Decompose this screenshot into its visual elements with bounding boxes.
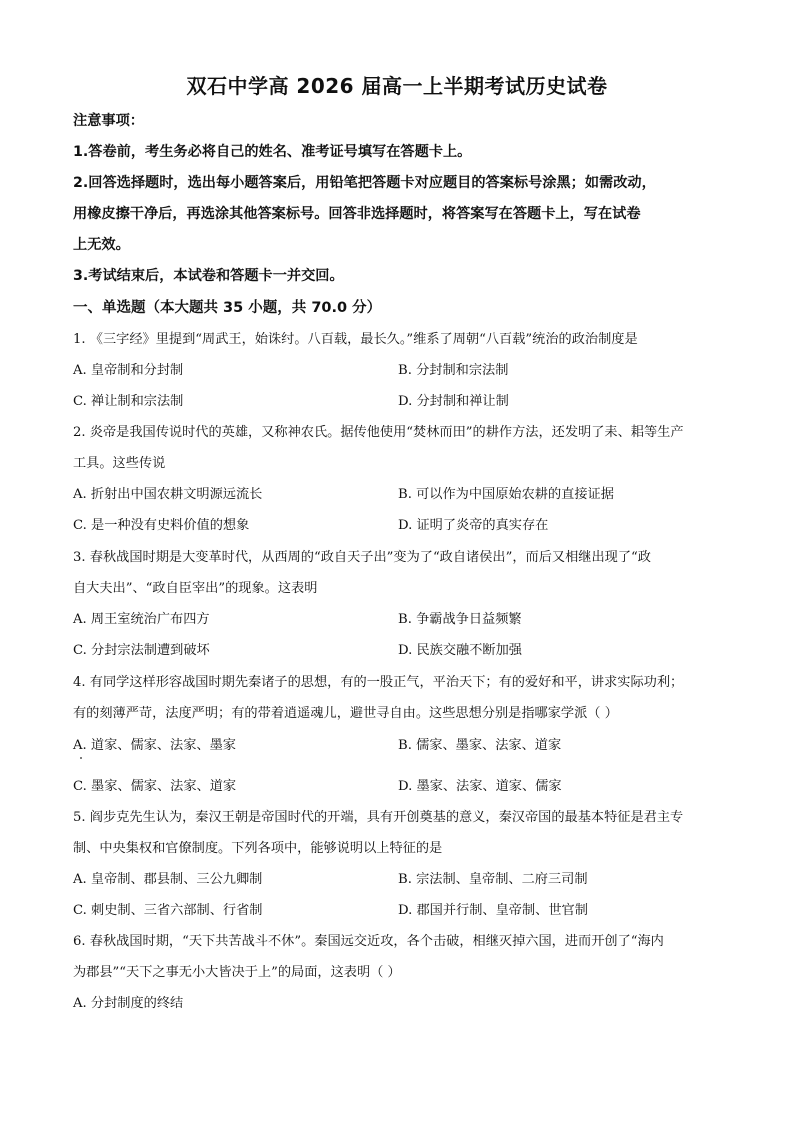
question-4-stem-line-2: 有的刻薄严苛，法度严明；有的带着逍遥魂儿，避世寻自由。这些思想分别是指哪家学派（ ）	[73, 706, 618, 721]
question-3-stem-line-1: 3. 春秋战国时期是大变革时代，从西周的“政自天子出”变为了“政自诸侯出”，而后又相继出现了“政	[73, 550, 651, 565]
question-1-stem: 1. 《三字经》里提到“周武王，始诛纣。八百载，最长久。”维系了周朝“八百载”统治的政治制度是	[73, 332, 638, 347]
question-2-option-a: A. 折射出中国农耕文明源远流长	[73, 487, 263, 502]
question-1-option-d: D. 分封制和禅让制	[398, 394, 509, 409]
question-4-option-d: D. 墨家、法家、道家、儒家	[398, 779, 562, 794]
notes-heading: 注意事项：	[73, 113, 144, 129]
question-5-stem-line-2: 制、中央集权和官僚制度。下列各项中，能够说明以上特征的是	[73, 841, 443, 856]
section-heading: 一、单选题（本大题共 35 小题，共 70.0 分）	[73, 300, 382, 316]
question-1-option-b: B. 分封制和宗法制	[398, 363, 509, 378]
question-4-option-b: B. 儒家、墨家、法家、道家	[398, 738, 562, 753]
question-5-option-a: A. 皇帝制、郡县制、三公九卿制	[73, 872, 263, 887]
question-1-option-c: C. 禅让制和宗法制	[73, 394, 184, 409]
page-title: 双石中学高 2026 届高一上半期考试历史试卷	[186, 74, 608, 98]
question-4-option-c: C. 墨家、儒家、法家、道家	[73, 779, 237, 794]
question-2-stem-line-1: 2. 炎帝是我国传说时代的英雄，又称神农氏。据传他使用“焚林而田”的耕作方法，还发明了耒、耜等生产	[73, 425, 684, 440]
notes-item-1: 1.答卷前，考生务必将自己的姓名、准考证号填写在答题卡上。	[73, 144, 472, 160]
question-6-stem-line-2: 为郡县”“天下之事无小大皆决于上”的局面，这表明（ ）	[73, 965, 401, 980]
question-3-option-d: D. 民族交融不断加强	[398, 643, 522, 658]
question-6-option-a: A. 分封制度的终结	[73, 996, 184, 1011]
question-3-option-c: C. 分封宗法制遭到破坏	[73, 643, 210, 658]
question-5-stem-line-1: 5. 阎步克先生认为，秦汉王朝是帝国时代的开端，具有开创奠基的意义，秦汉帝国的最基本特征是君主专	[73, 810, 684, 825]
question-3-stem-line-2: 自大夫出”、“政自臣宰出”的现象。这表明	[73, 581, 318, 596]
question-5-option-d: D. 郡国并行制、皇帝制、世官制	[398, 903, 588, 918]
question-2-option-c: C. 是一种没有史料价值的想象	[73, 518, 250, 533]
question-1-option-a: A. 皇帝制和分封制	[73, 363, 184, 378]
question-2-option-d: D. 证明了炎帝的真实存在	[398, 518, 549, 533]
stray-mark	[80, 757, 82, 759]
question-5-option-c: C. 刺史制、三省六部制、行省制	[73, 903, 263, 918]
notes-item-3: 3.考试结束后，本试卷和答题卡一并交回。	[73, 268, 344, 284]
question-5-option-b: B. 宗法制、皇帝制、二府三司制	[398, 872, 588, 887]
question-6-stem-line-1: 6. 春秋战国时期，“天下共苦战斗不休”。秦国远交近攻，各个击破，相继灭掉六国，进而开创了“海内	[73, 934, 664, 949]
notes-item-2-line-2: 用橡皮擦干净后，再选涂其他答案标号。回答非选择题时，将答案写在答题卡上，写在试卷	[73, 206, 641, 222]
question-4-stem-line-1: 4. 有同学这样形容战国时期先秦诸子的思想，有的一股正气，平治天下；有的爱好和平，讲求实际功利；	[73, 675, 684, 690]
notes-item-2-line-3: 上无效。	[73, 237, 130, 253]
question-2-stem-line-2: 工具。这些传说	[73, 456, 166, 471]
question-2-option-b: B. 可以作为中国原始农耕的直接证据	[398, 487, 614, 502]
question-3-option-a: A. 周王室统治广布四方	[73, 612, 210, 627]
question-3-option-b: B. 争霸战争日益频繁	[398, 612, 522, 627]
question-4-option-a: A. 道家、儒家、法家、墨家	[73, 738, 236, 753]
notes-item-2-line-1: 2.回答选择题时，选出每小题答案后，用铅笔把答题卡对应题目的答案标号涂黑；如需改动，	[73, 175, 656, 191]
